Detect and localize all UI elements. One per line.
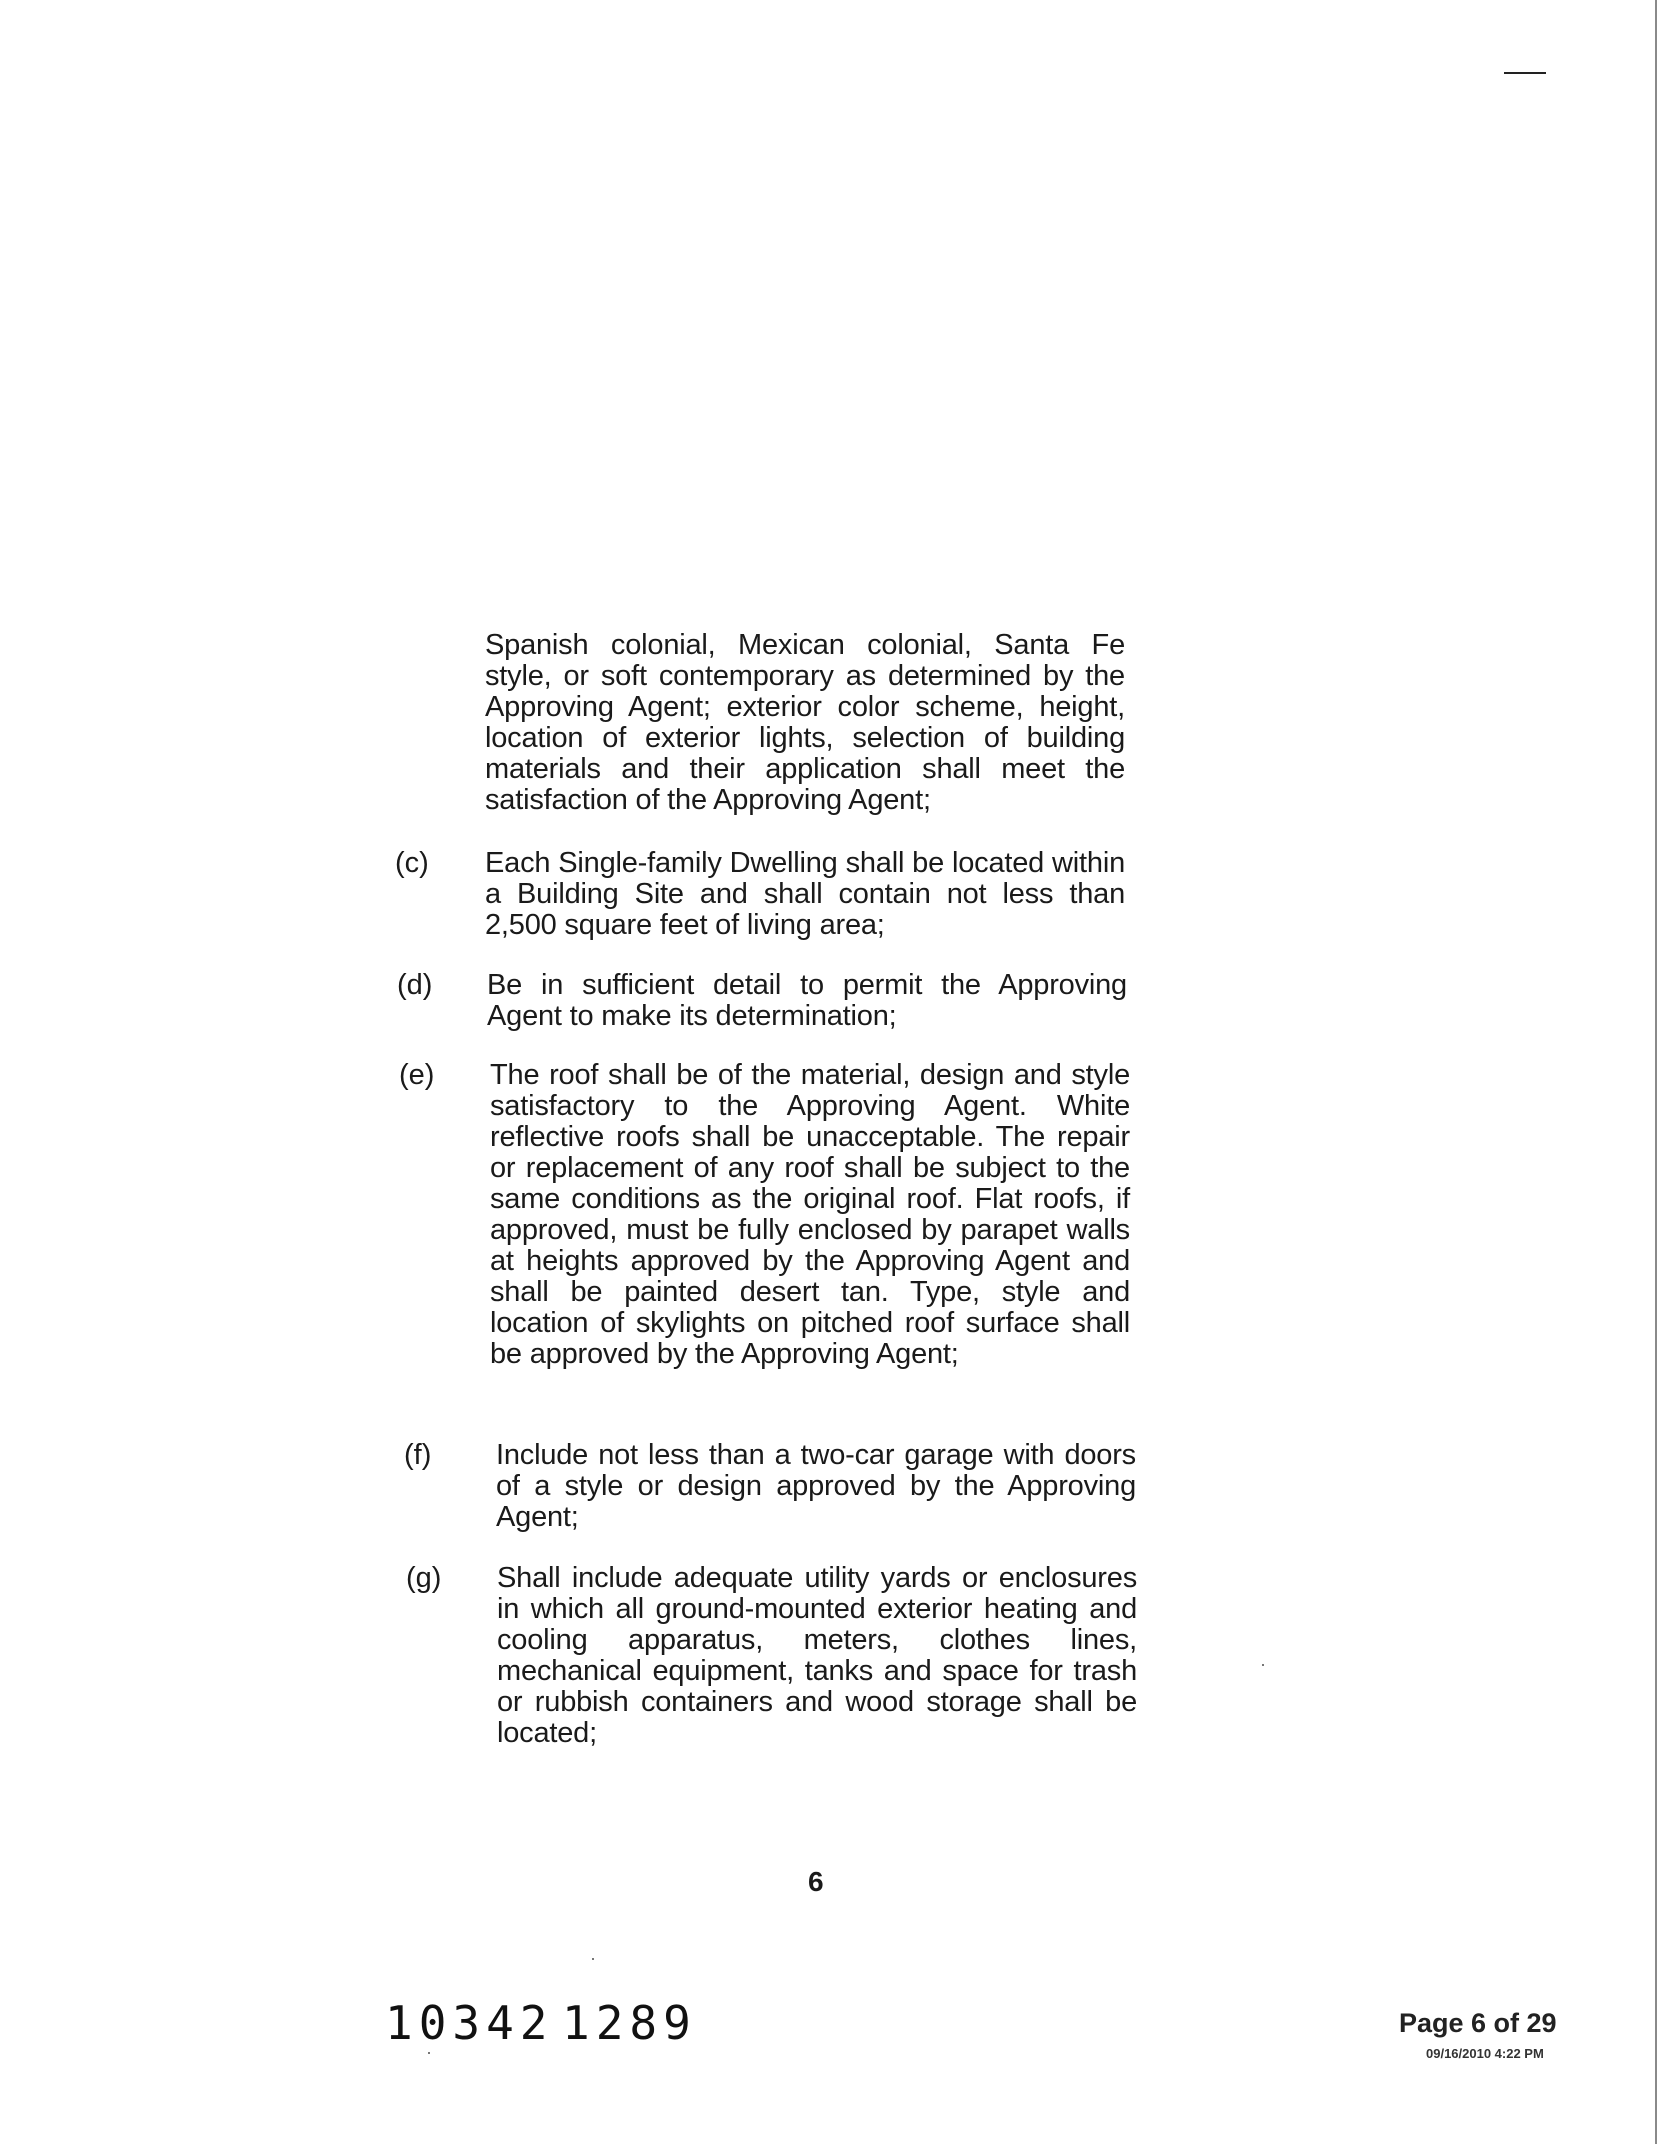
clause-text: The roof shall be of the material, design and style satisfactory to the Approving Agent. White reflective roofs shall be unacceptable. The repair or replacement of any roof shall be subject to the same conditions as the original roof. Flat roofs, if approved, must be fully enclosed by parapet walls at heights approved by the Approving Agent and shall be painted desert tan. Type, style and location of skylights on pitched roof surface shall be approved by the Approving Agent; xyxy=(490,1059,1130,1370)
recording-book-stamp: 10342 xyxy=(385,1996,554,2050)
clause-text: Shall include adequate utility yards or enclosures in which all ground-mounted exterior heating and cooling apparatus, meters, clothes lines, mechanical equipment, tanks and space for trash or rubbish containers and wood storage shall be located; xyxy=(497,1562,1137,1749)
clause-marker: (c) xyxy=(395,847,429,879)
page-number: 6 xyxy=(808,1866,824,1897)
scan-speck xyxy=(592,1958,594,1960)
scan-speck xyxy=(1262,1664,1264,1666)
print-timestamp: 09/16/2010 4:22 PM xyxy=(1426,2046,1544,2061)
clause-text: Include not less than a two-car garage with doors of a style or design approved by the Approving Agent; xyxy=(496,1439,1136,1533)
intro-paragraph: Spanish colonial, Mexican colonial, Santa Fe style, or soft contemporary as determined by the Approving Agent; exterior color scheme, height, location of exterior lights, selection of building materials and their application shall meet the satisfaction of the Approving Agent; xyxy=(485,629,1125,816)
clause-marker: (g) xyxy=(406,1562,442,1594)
corner-dash-mark xyxy=(1504,72,1546,74)
scan-edge-line xyxy=(1655,0,1657,2144)
clause-marker: (f) xyxy=(404,1439,432,1471)
clause-marker: (e) xyxy=(399,1059,435,1091)
page-of-total: Page 6 of 29 xyxy=(1399,2008,1557,2038)
recording-page-stamp: 1289 xyxy=(562,1996,697,2050)
clause-text: Be in sufficient detail to permit the Approving Agent to make its determination; xyxy=(487,969,1127,1032)
clause-text: Each Single-family Dwelling shall be located within a Building Site and shall contain not less than 2,500 square feet of living area; xyxy=(485,847,1125,941)
scan-speck xyxy=(428,2052,430,2054)
clause-marker: (d) xyxy=(397,969,433,1001)
